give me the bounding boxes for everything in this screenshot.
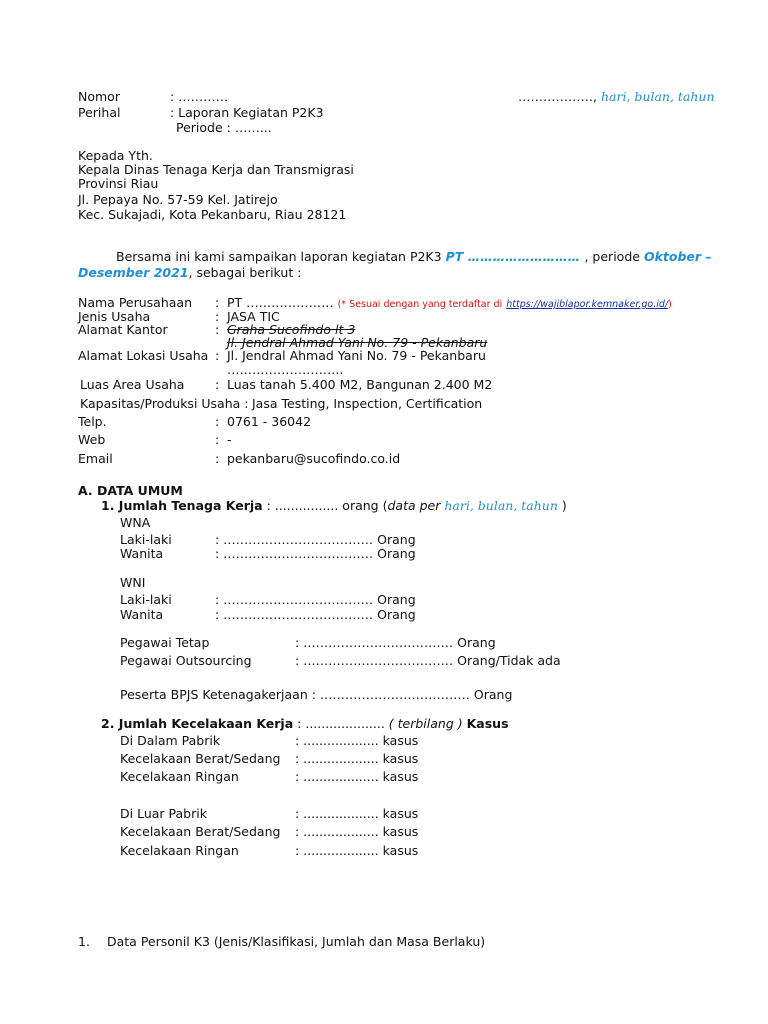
lokasi-value1: Jl. Jendral Ahmad Yani No. 79 - Pekanbaru [227,348,486,363]
perihal-value: : Laporan Kegiatan P2K3 [170,105,324,120]
dalam-ringan-label: Kecelakaan Ringan [120,769,239,784]
wna-laki-label: Laki-laki [120,532,172,547]
intro-line1 [116,249,712,265]
tk-close: ) [561,498,567,513]
luar-ringan-value: : ................... kasus [295,843,419,858]
bpjs-value: ……………………………… Orang [319,687,513,702]
lokasi-colon: : [215,348,220,363]
recipient-line5: Kec. Sukajadi, Kota Pekanbaru, Riau 28121 [78,207,347,222]
nama-close: ) [668,299,672,310]
web-value: - [227,432,232,447]
kk-value: : .................... [297,716,385,731]
wni-laki-label: Laki-laki [120,592,172,607]
intro-text3: , sebagai berikut : [188,265,302,280]
date-line [518,89,715,105]
footer-item-text: Data Personil K3 (Jenis/Klasifikasi, Jumlah dan Masa Berlaku) [107,934,486,949]
nama-value-line [227,295,672,313]
nama-colon: : [215,295,220,310]
lokasi-value2: ………………………. [227,362,344,377]
luar-value: : ................... kasus [295,806,419,821]
section-a-title: A. DATA UMUM [78,483,183,498]
dalam-value: : ................... kasus [295,733,419,748]
luar-berat-label: Kecelakaan Berat/Sedang [120,824,281,839]
dalam-berat-label: Kecelakaan Berat/Sedang [120,751,281,766]
wni-wanita-label: Wanita [120,607,164,622]
intro-text1: Bersama ini kami sampaikan laporan kegiatan P2K3 [116,249,442,264]
luas-label: Luas Area Usaha [80,377,185,392]
jenis-colon: : [215,309,220,324]
wna-laki-value: : ……………………………… Orang [215,532,416,547]
tk-value: : ................ orang ( [266,498,388,513]
recipient-line4: Jl. Pepaya No. 57-59 Kel. Jatirejo [78,192,278,207]
nama-note: (* Sesuai dengan yang terdaftar di [337,299,503,310]
tetap-label: Pegawai Tetap [120,635,210,650]
wna-heading: WNA [120,515,151,530]
jenis-label: Jenis Usaha [78,309,151,324]
nomor-value: : ………… [170,89,229,104]
bpjs-label: Peserta BPJS Ketenagakerjaan : [120,687,316,702]
perihal-label: Perihal [78,105,121,120]
web-label: Web [78,432,106,447]
wni-laki-value: : ……………………………… Orang [215,592,416,607]
email-label: Email [78,451,113,466]
wni-wanita-value: : ……………………………… Orang [215,607,416,622]
kantor-value1: Graha Sucofindo lt 3 [227,322,356,337]
outsourcing-value: : ……………………………… Orang/Tidak ada [295,653,561,668]
tk-placeholder: hari, bulan, tahun [444,498,558,513]
email-value: pekanbaru@sucofindo.co.id [227,451,401,466]
recipient-line3: Provinsi Riau [78,176,159,191]
intro-period2: Desember 2021 [78,265,189,280]
nama-value: PT ………………… [227,295,334,310]
jenis-value: JASA TIC [227,309,280,324]
intro-line2 [78,265,301,281]
nama-label: Nama Perusahaan [78,295,193,310]
kk-kasus: Kasus [466,716,509,731]
tk-data-per: data per [387,498,441,513]
luar-ringan-label: Kecelakaan Ringan [120,843,239,858]
luas-value: Luas tanah 5.400 M2, Bangunan 2.400 M2 [227,377,493,392]
intro-period1: Oktober – [643,249,712,264]
recipient-line2: Kepala Dinas Tenaga Kerja dan Transmigrasi [78,162,354,177]
wni-heading: WNI [120,575,146,590]
bpjs-line [120,687,512,703]
dalam-ringan-value: : ................... kasus [295,769,419,784]
outsourcing-label: Pegawai Outsourcing [120,653,252,668]
nomor-label: Nomor [78,89,120,104]
telp-colon: : [215,414,220,429]
lokasi-label: Alamat Lokasi Usaha [78,348,209,363]
dalam-berat-value: : ................... kasus [295,751,419,766]
kapasitas-value: Jasa Testing, Inspection, Certification [252,396,483,411]
kantor-label: Alamat Kantor [78,322,168,337]
date-dots: ………………, [518,89,597,104]
luas-colon: : [215,377,220,392]
intro-text2: , periode [584,249,640,264]
web-colon: : [215,432,220,447]
wna-wanita-label: Wanita [120,546,164,561]
kantor-value2: Jl. Jendral Ahmad Yani No. 79 - Pekanbaru [227,335,488,350]
intro-pt: PT ……………………… [445,249,585,264]
luar-berat-value: : ................... kasus [295,824,419,839]
periode-value: Periode : ……... [176,120,272,135]
telp-value: 0761 - 36042 [227,414,312,429]
tetap-value: : ……………………………… Orang [295,635,496,650]
kapasitas-label: Kapasitas/Produksi Usaha : [80,396,249,411]
kk-terbilang: ( terbilang ) [388,716,463,731]
email-colon: : [215,451,220,466]
luar-label: Di Luar Pabrik [120,806,207,821]
date-placeholder: hari, bulan, tahun [600,89,715,104]
wna-wanita-value: : ……………………………… Orang [215,546,416,561]
tk-line [101,498,567,514]
tk-title: 1. Jumlah Tenaga Kerja [101,498,263,513]
telp-label: Telp. [78,414,107,429]
footer-item-number: 1. [78,934,90,949]
kk-title: 2. Jumlah Kecelakaan Kerja [101,716,294,731]
kantor-colon: : [215,322,220,337]
dalam-label: Di Dalam Pabrik [120,733,221,748]
recipient-line1: Kepada Yth. [78,148,153,163]
kk-line [101,716,509,732]
wajiblapor-link[interactable]: https://wajiblapor.kemnaker.go.id/ [506,299,669,310]
